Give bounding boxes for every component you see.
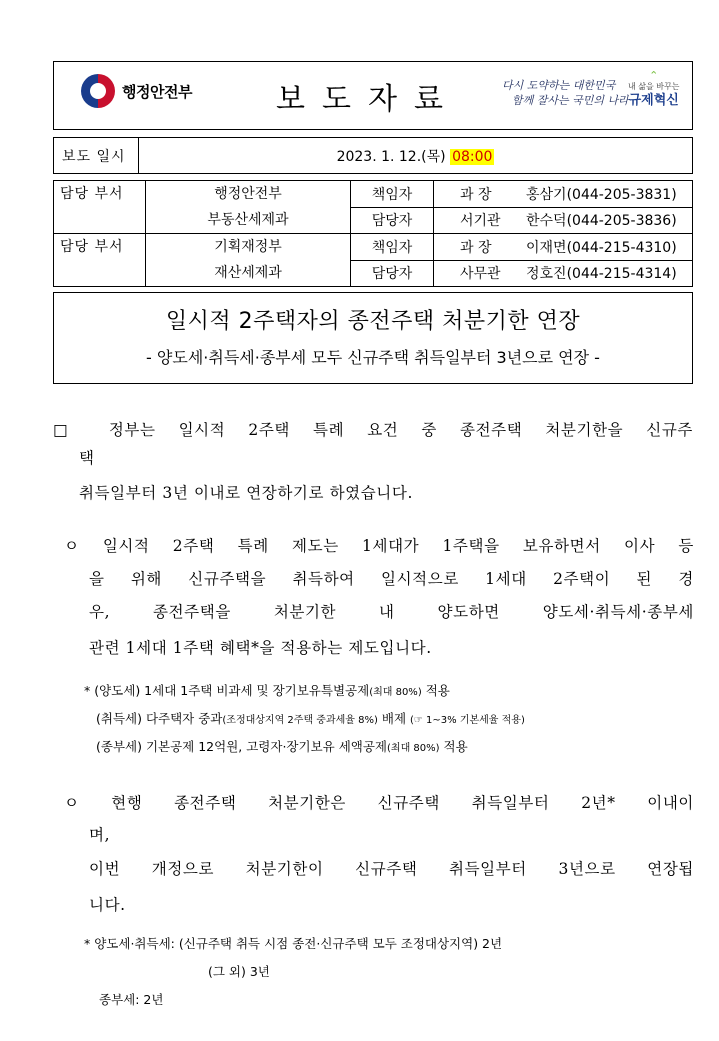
paragraph-1-line-1: □ 정부는 일시적 2주택 특례 요건 중 종전주택 처분기한을 신규주 bbox=[53, 421, 693, 439]
brand-big-text: 규제혁신 bbox=[628, 93, 679, 108]
org-name: 기획재정부 bbox=[214, 239, 282, 255]
brand-small-text: 내 삶을 바꾸는 bbox=[628, 82, 680, 91]
ministry-name: 행정안전부 bbox=[122, 82, 192, 101]
contact-name: 정호진(044-215-4314) bbox=[526, 266, 677, 283]
dept-label: 담당 부서 bbox=[54, 181, 146, 234]
contact-table bbox=[53, 180, 693, 287]
footnote-1-line-2: (취득세) 다주택자 중과(조정대상지역 2주택 중과세율 8%) 배제 (☞ 1~3% 기본세율 적용) bbox=[96, 711, 525, 726]
paragraph-3-line-3: 이번 개정으로 처분기한이 신규주택 취득일부터 3년으로 연장됩 bbox=[89, 860, 694, 878]
release-time: 08:00 bbox=[452, 149, 493, 165]
paragraph-2-line-4: 관련 1세대 1주택 혜택*을 적용하는 제도입니다. bbox=[89, 639, 432, 657]
contact-person bbox=[434, 260, 693, 287]
contact-role: 책임자 bbox=[351, 234, 434, 261]
contact-title: 과 장 bbox=[460, 239, 492, 256]
contact-name: 한수덕(044-205-3836) bbox=[526, 213, 677, 230]
contact-role: 담당자 bbox=[351, 260, 434, 287]
slogan-line-1: 다시 도약하는 대한민국 bbox=[502, 79, 616, 92]
org-name: 행정안전부 bbox=[214, 186, 282, 202]
footnote-2-line-2: (그 외) 3년 bbox=[208, 964, 270, 979]
footnote-2-line-1: * 양도세·취득세: (신규주택 취득 시점 종전·신규주택 모두 조정대상지역) 2년 bbox=[84, 936, 503, 951]
chevron-up-icon: ⌃ bbox=[649, 69, 659, 82]
taegeuk-emblem-icon bbox=[81, 74, 115, 108]
government-slogan bbox=[502, 78, 629, 108]
dept-label: 담당 부서 bbox=[54, 234, 146, 287]
regulation-innovation-logo bbox=[628, 70, 679, 109]
contact-person bbox=[434, 181, 693, 208]
paragraph-2-line-2: 을 위해 신규주택을 취득하여 일시적으로 1세대 2주택이 된 경 bbox=[89, 570, 694, 588]
release-date-label: 보도 일시 bbox=[54, 138, 139, 173]
paragraph-3-line-2: 며, bbox=[89, 826, 111, 844]
subject-title: 일시적 2주택자의 종전주택 처분기한 연장 bbox=[165, 309, 581, 334]
press-header bbox=[53, 61, 693, 130]
release-date-value bbox=[139, 138, 692, 173]
org-division: 부동산세제과 bbox=[207, 212, 289, 228]
table-row bbox=[54, 234, 693, 261]
release-date: 2023. 1. 12.(목) bbox=[336, 149, 446, 165]
paragraph-3-line-1: ㅇ 현행 종전주택 처분기한은 신규주택 취득일부터 2년* 이내이 bbox=[64, 794, 694, 812]
org-division: 재산세제과 bbox=[214, 265, 282, 281]
contact-title: 사무관 bbox=[460, 266, 501, 283]
release-date-row bbox=[53, 137, 693, 174]
dept-org bbox=[146, 234, 351, 287]
subject-subtitle: - 양도세·취득세·종부세 모두 신규주택 취득일부터 3년으로 연장 - bbox=[146, 348, 600, 367]
contact-role: 책임자 bbox=[351, 181, 434, 208]
contact-title: 과 장 bbox=[460, 186, 492, 203]
press-release-title: 보도자료 bbox=[276, 82, 460, 117]
paragraph-1-line-2: 택 bbox=[79, 449, 95, 467]
contact-person bbox=[434, 207, 693, 234]
slogan-line-2: 함께 잘사는 국민의 나라 bbox=[512, 94, 629, 107]
contact-name: 이재면(044-215-4310) bbox=[526, 239, 677, 256]
contact-name: 홍삼기(044-205-3831) bbox=[526, 186, 677, 203]
subject-box bbox=[53, 292, 693, 384]
table-row bbox=[54, 181, 693, 208]
paragraph-2-line-3: 우, 종전주택을 처분기한 내 양도하면 양도세·취득세·종부세 bbox=[89, 603, 694, 621]
contact-title: 서기관 bbox=[460, 213, 501, 230]
ministry-logo bbox=[81, 74, 192, 108]
paragraph-2-line-1: ㅇ 일시적 2주택 특례 제도는 1세대가 1주택을 보유하면서 이사 등 bbox=[64, 537, 694, 555]
footnote-1-line-3: (종부세) 기본공제 12억원, 고령자·장기보유 세액공제(최대 80%) 적용 bbox=[96, 739, 468, 754]
contact-role: 담당자 bbox=[351, 207, 434, 234]
footnote-1-line-1: * (양도세) 1세대 1주택 비과세 및 장기보유특별공제(최대 80%) 적용 bbox=[84, 683, 450, 698]
contact-person bbox=[434, 234, 693, 261]
paragraph-1-line-3: 취득일부터 3년 이내로 연장하기로 하였습니다. bbox=[79, 484, 413, 502]
paragraph-3-line-4: 니다. bbox=[89, 896, 126, 914]
dept-org bbox=[146, 181, 351, 234]
footnote-2-line-3: 종부세: 2년 bbox=[99, 992, 164, 1007]
